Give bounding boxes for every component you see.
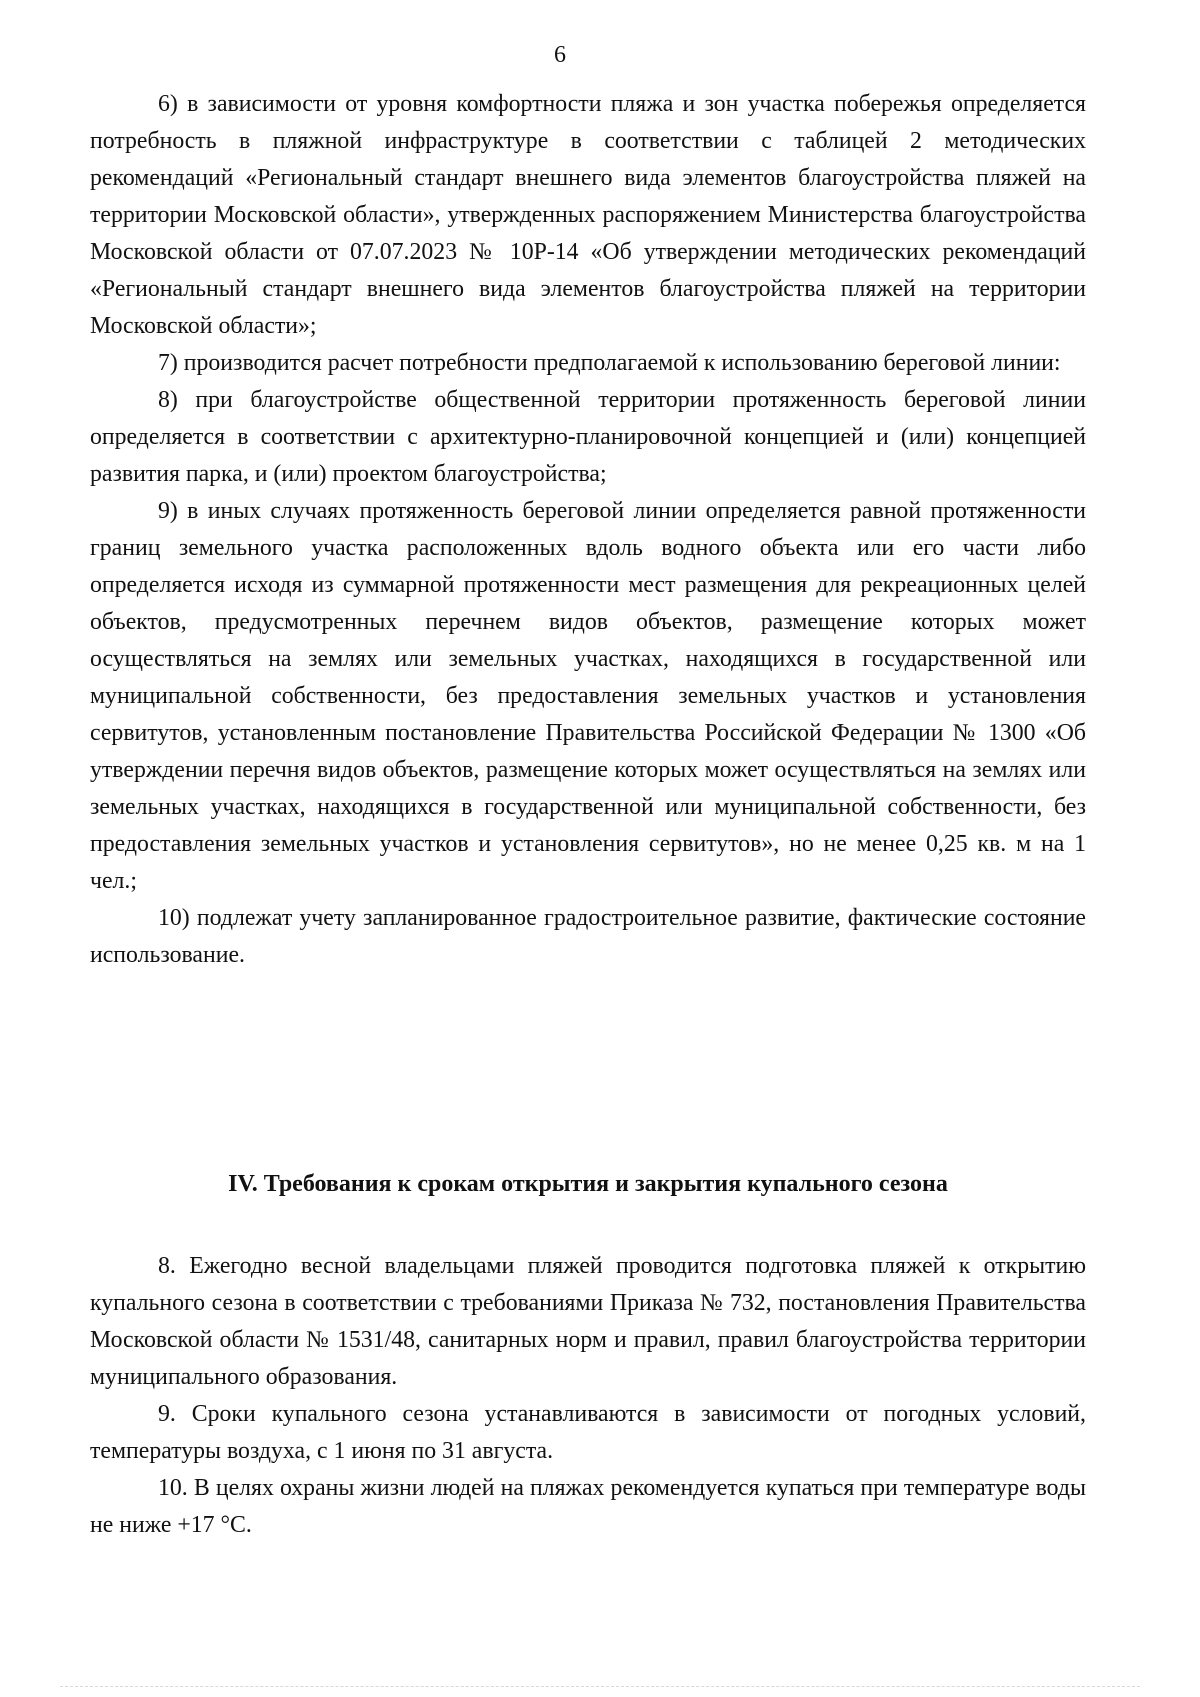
page-number: 6 bbox=[554, 42, 566, 68]
section-heading: IV. Требования к срокам открытия и закрытия купального сезона bbox=[228, 1171, 948, 1197]
section-paragraphs bbox=[90, 1248, 1086, 1544]
list-item-9: 9) в иных случаях протяженность береговой линии определяется равной протяженности границ земельного участка расположенных вдоль водного объекта или его части либо определяется исходя из суммарной протяженности мест размещения для рекреационных целей объектов, предусмотренных перечнем видов объектов, размещение которых может осуществляться на землях или земельных участках, находящихся в государственной или муниципальной собственности, без предоставления земельных участков и установления сервитутов, установленным постановление Правительства Российской Федерации № 1300 «Об утверждении перечня видов объектов, размещение которых может осуществляться на землях или земельных участках, находящихся в государственной или муниципальной собственности, без предоставления земельных участков и установления сервитутов», но не менее 0,25 кв. м на 1 чел.; bbox=[90, 498, 1086, 894]
list-item-6: 6) в зависимости от уровня комфортности пляжа и зон участка побережья определяется потребность в пляжной инфраструктуре в соответствии с таблицей 2 методических рекомендаций «Региональный стандарт внешнего вида элементов благоустройства пляжей на территории Московской области», утвержденных распоряжением Министерства благоустройства Московской области от 07.07.2023 № 10Р-14 «Об утверждении методических рекомендаций «Региональный стандарт внешнего вида элементов благоустройства пляжей на территории Московской области»; bbox=[90, 91, 1086, 339]
section-paragraph-8: 8. Ежегодно весной владельцами пляжей проводится подготовка пляжей к открытию купального сезона в соответствии с требованиями Приказа № 732, постановления Правительства Московской области № 1531/48, санитарных норм и правил, правил благоустройства территории муниципального образования. bbox=[90, 1253, 1086, 1390]
scan-edge-line bbox=[60, 1686, 1140, 1687]
list-item-7: 7) производится расчет потребности предполагаемой к использованию береговой линии: bbox=[158, 350, 1061, 376]
list-item-10: 10) подлежат учету запланированное градостроительное развитие, фактические состояние использование. bbox=[90, 905, 1086, 968]
list-items-block bbox=[90, 86, 1086, 974]
section-paragraph-9: 9. Сроки купального сезона устанавливаются в зависимости от погодных условий, температуры воздуха, с 1 июня по 31 августа. bbox=[90, 1401, 1086, 1464]
section-paragraph-10: 10. В целях охраны жизни людей на пляжах рекомендуется купаться при температуре воды не ниже +17 °С. bbox=[90, 1475, 1086, 1538]
list-item-8: 8) при благоустройстве общественной территории протяженность береговой линии определяется в соответствии с архитектурно-планировочной концепцией и (или) концепцией развития парка, и (или) проектом благоустройства; bbox=[90, 387, 1086, 487]
